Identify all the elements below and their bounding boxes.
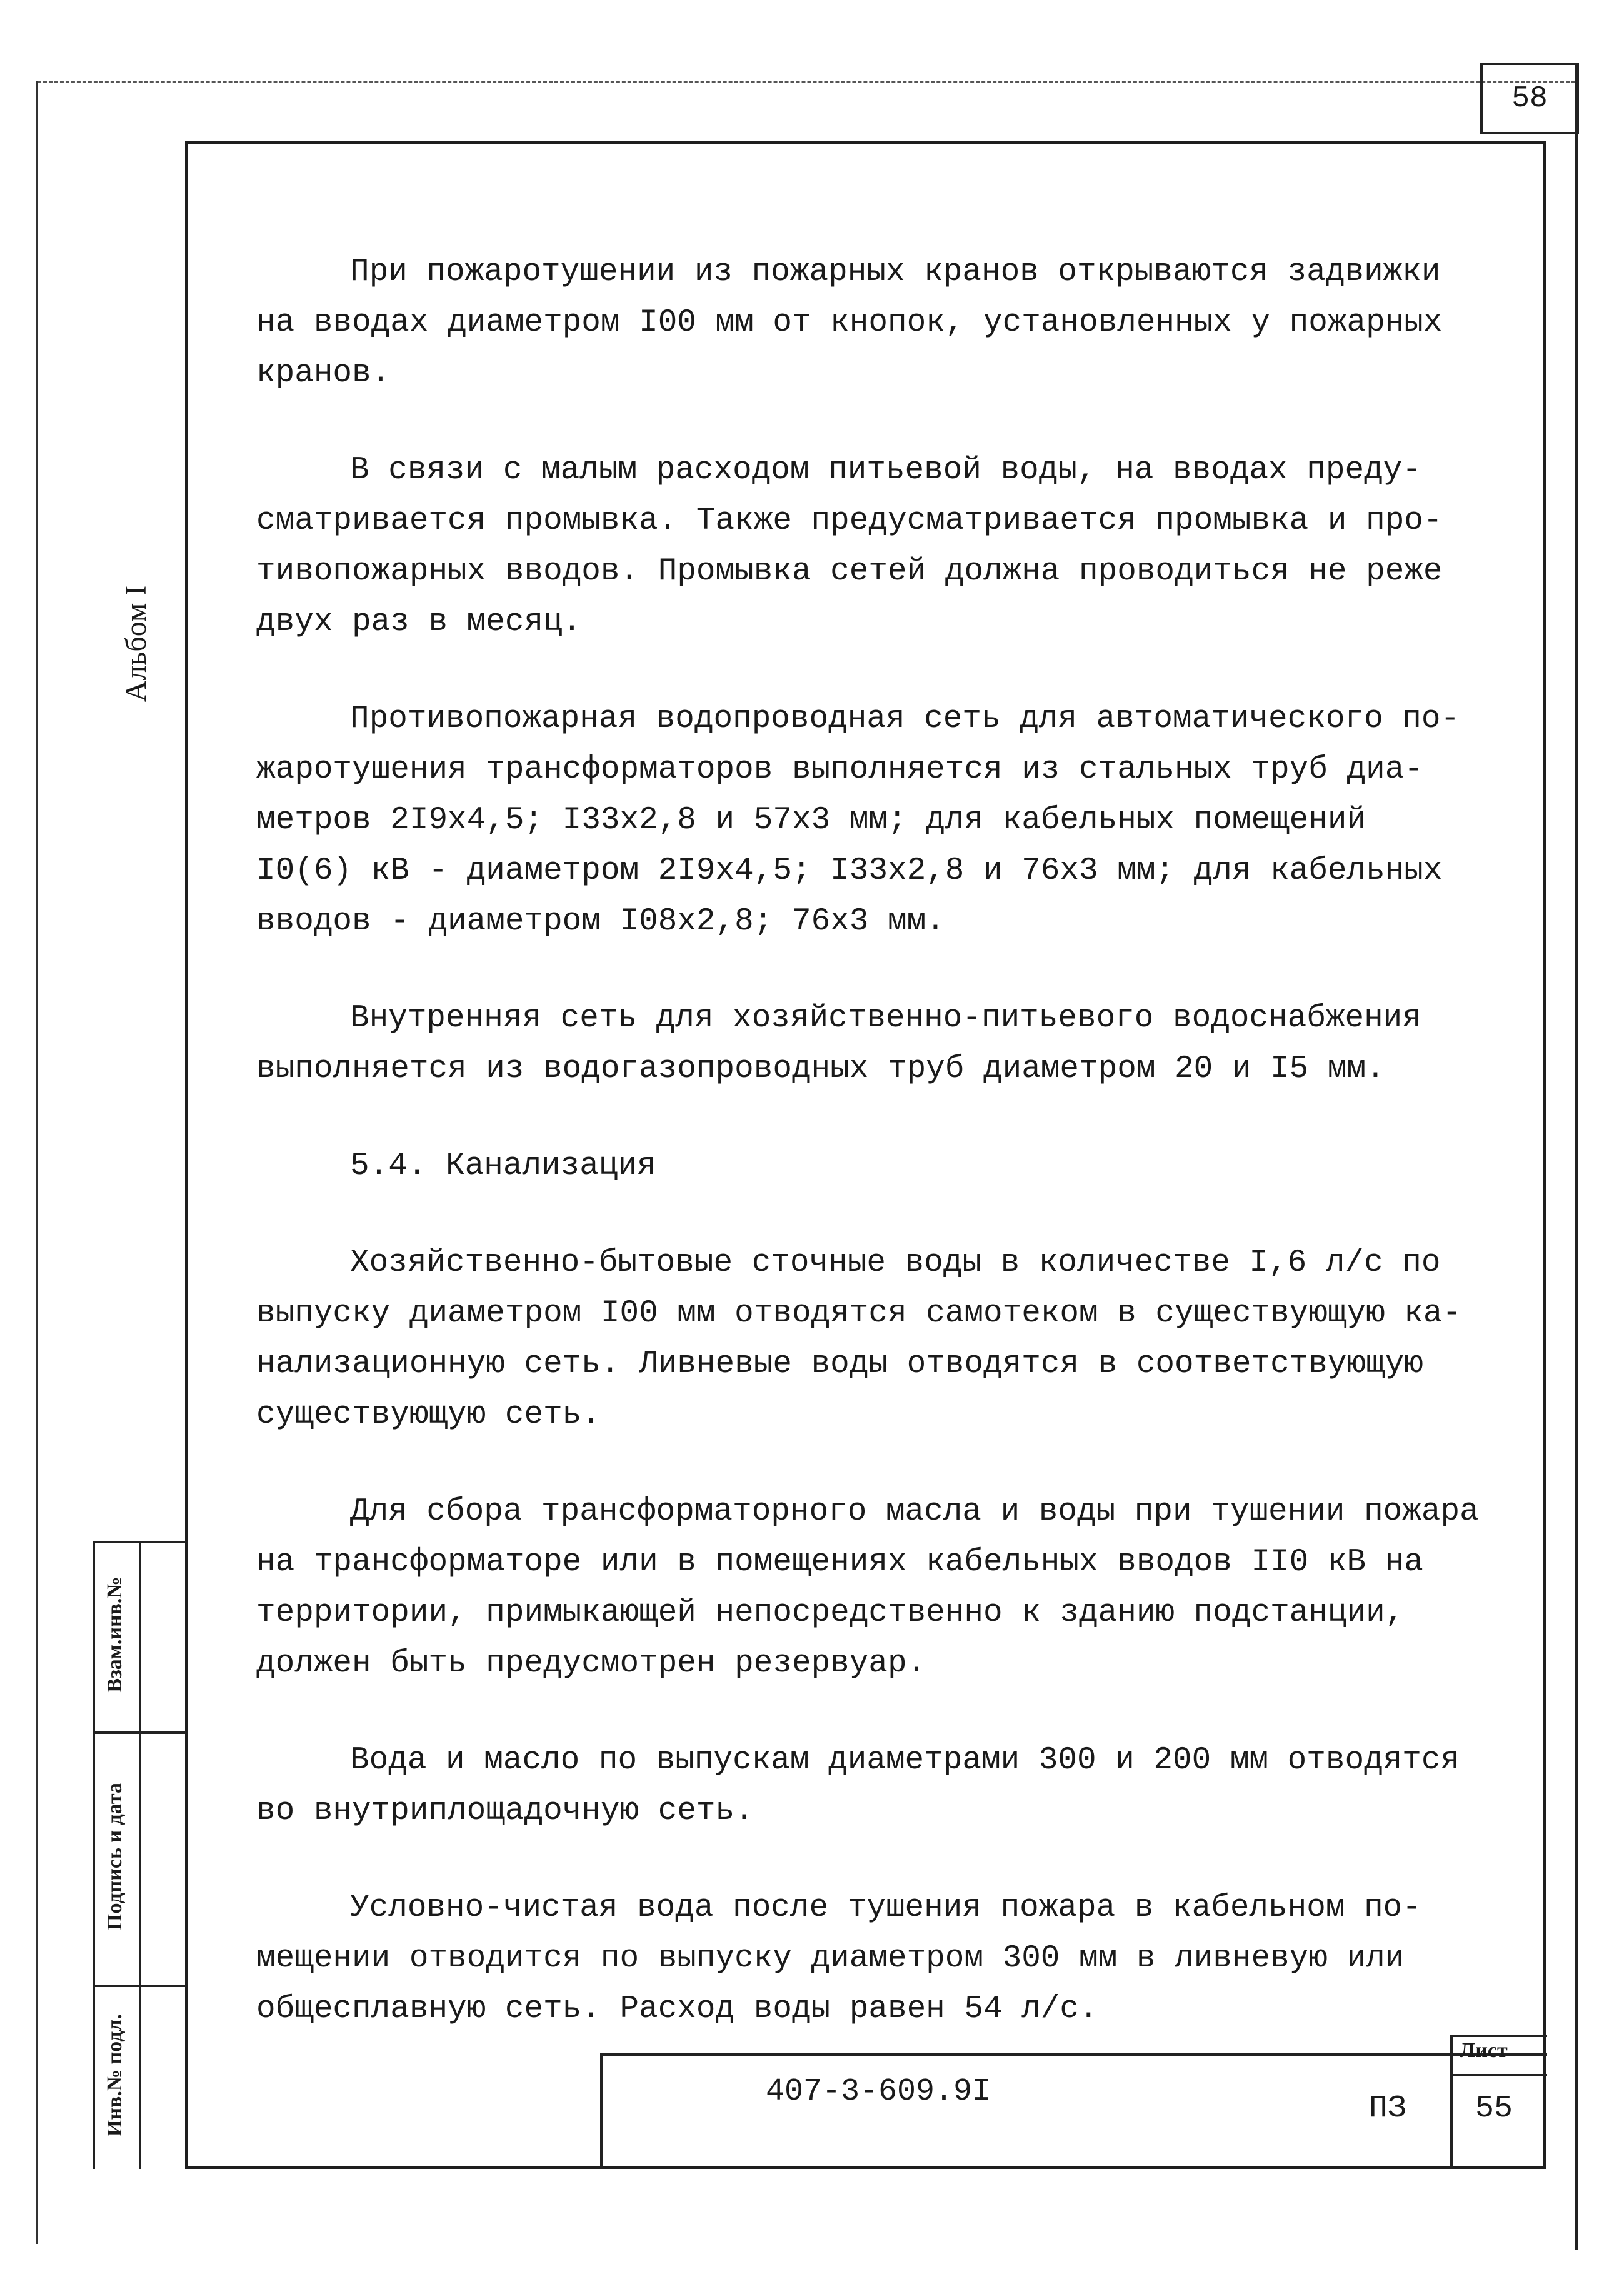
stamp-strip-divider [139, 1541, 141, 2169]
right-edge [1575, 63, 1578, 2250]
paragraph-internal-network: Внутренняя сеть для хозяйственно-питьевого водоснабжения выполняется из водогазопроводных труб диаметром 20 и I5 мм. [256, 1001, 1421, 1087]
title-block-left [600, 2053, 603, 2169]
title-block-sheet-top [1450, 2035, 1547, 2037]
section-code: ПЗ [1369, 2091, 1407, 2126]
title-block-sheet-divider [1450, 2035, 1453, 2169]
document-body [256, 247, 1500, 2081]
page-number: 58 [1480, 63, 1579, 134]
doc-code: 407-3-609.9I [766, 2074, 991, 2110]
paragraph-oil-collection: Для сбора трансформаторного масла и воды при тушении пожара на трансформаторе или в помещениях кабельных вводов II0 кВ на территории, примыкающей непосредственно к зданию подстанции, должен быть предусмотрен резервуар. [256, 1494, 1479, 1681]
stamp-row-divider-1 [93, 1731, 186, 1734]
stamp-row-divider-2 [93, 1985, 186, 1987]
paragraph-clean-water: Условно-чистая вода после тушения пожара в кабельном по- мещении отводится по выпуску диаметром 300 мм в ливневую или общесплавную сеть. Расход воды равен 54 л/с. [256, 1890, 1421, 2027]
paragraph-domestic-sewage: Хозяйственно-бытовые сточные воды в количестве I,6 л/с по выпуску диаметром I00 мм отводятся самотеком в существующую ка- нализационную сеть. Ливневые воды отводятся в соответствующую существующую сеть. [256, 1245, 1462, 1433]
sheet-number: 55 [1475, 2091, 1513, 2126]
stamp-strip-left [93, 1541, 95, 2169]
album-label: Альбом I [119, 585, 153, 703]
stamp-label-vzam: Взам.инв.№ [103, 1576, 126, 1693]
stamp-label-signature: Подпись и дата [103, 1783, 126, 1930]
left-edge [36, 81, 38, 2244]
paragraph-outlets: Вода и масло по выпускам диаметрами 300 и 200 мм отводятся во внутриплощадочную сеть. [256, 1743, 1460, 1829]
sheet-label: Лист [1460, 2039, 1508, 2062]
section-heading-sewerage: 5.4. Канализация [350, 1148, 656, 1184]
title-block-sheet-label-divider [1450, 2074, 1547, 2076]
title-block-top [600, 2053, 1547, 2056]
stamp-label-inv: Инв.№ подл. [103, 2014, 126, 2136]
top-edge-dashed [38, 81, 1575, 83]
paragraph-fire-network: Противопожарная водопроводная сеть для автоматического по- жаротушения трансформаторов выполняется из стальных труб диа- метров 2I9х4,5; I33х2,8 и 57х3 мм; для кабельных помещений I0(6) кВ - диаметром 2I9х4,5; I33х2,8 и 76х3 мм; для кабельных вводов - диаметром I08х2,8; 76х3 мм. [256, 701, 1460, 939]
paragraph-fire-valves: При пожаротушении из пожарных кранов открываются задвижки на вводах диаметром I00 мм от кнопок, установленных у пожарных кранов. [256, 254, 1443, 391]
paragraph-flushing: В связи с малым расходом питьевой воды, на вводах преду- сматривается промывка. Также предусматривается промывка и про- тивопожарных вводов. Промывка сетей должна проводиться не реже двух раз в месяц. [256, 453, 1443, 640]
